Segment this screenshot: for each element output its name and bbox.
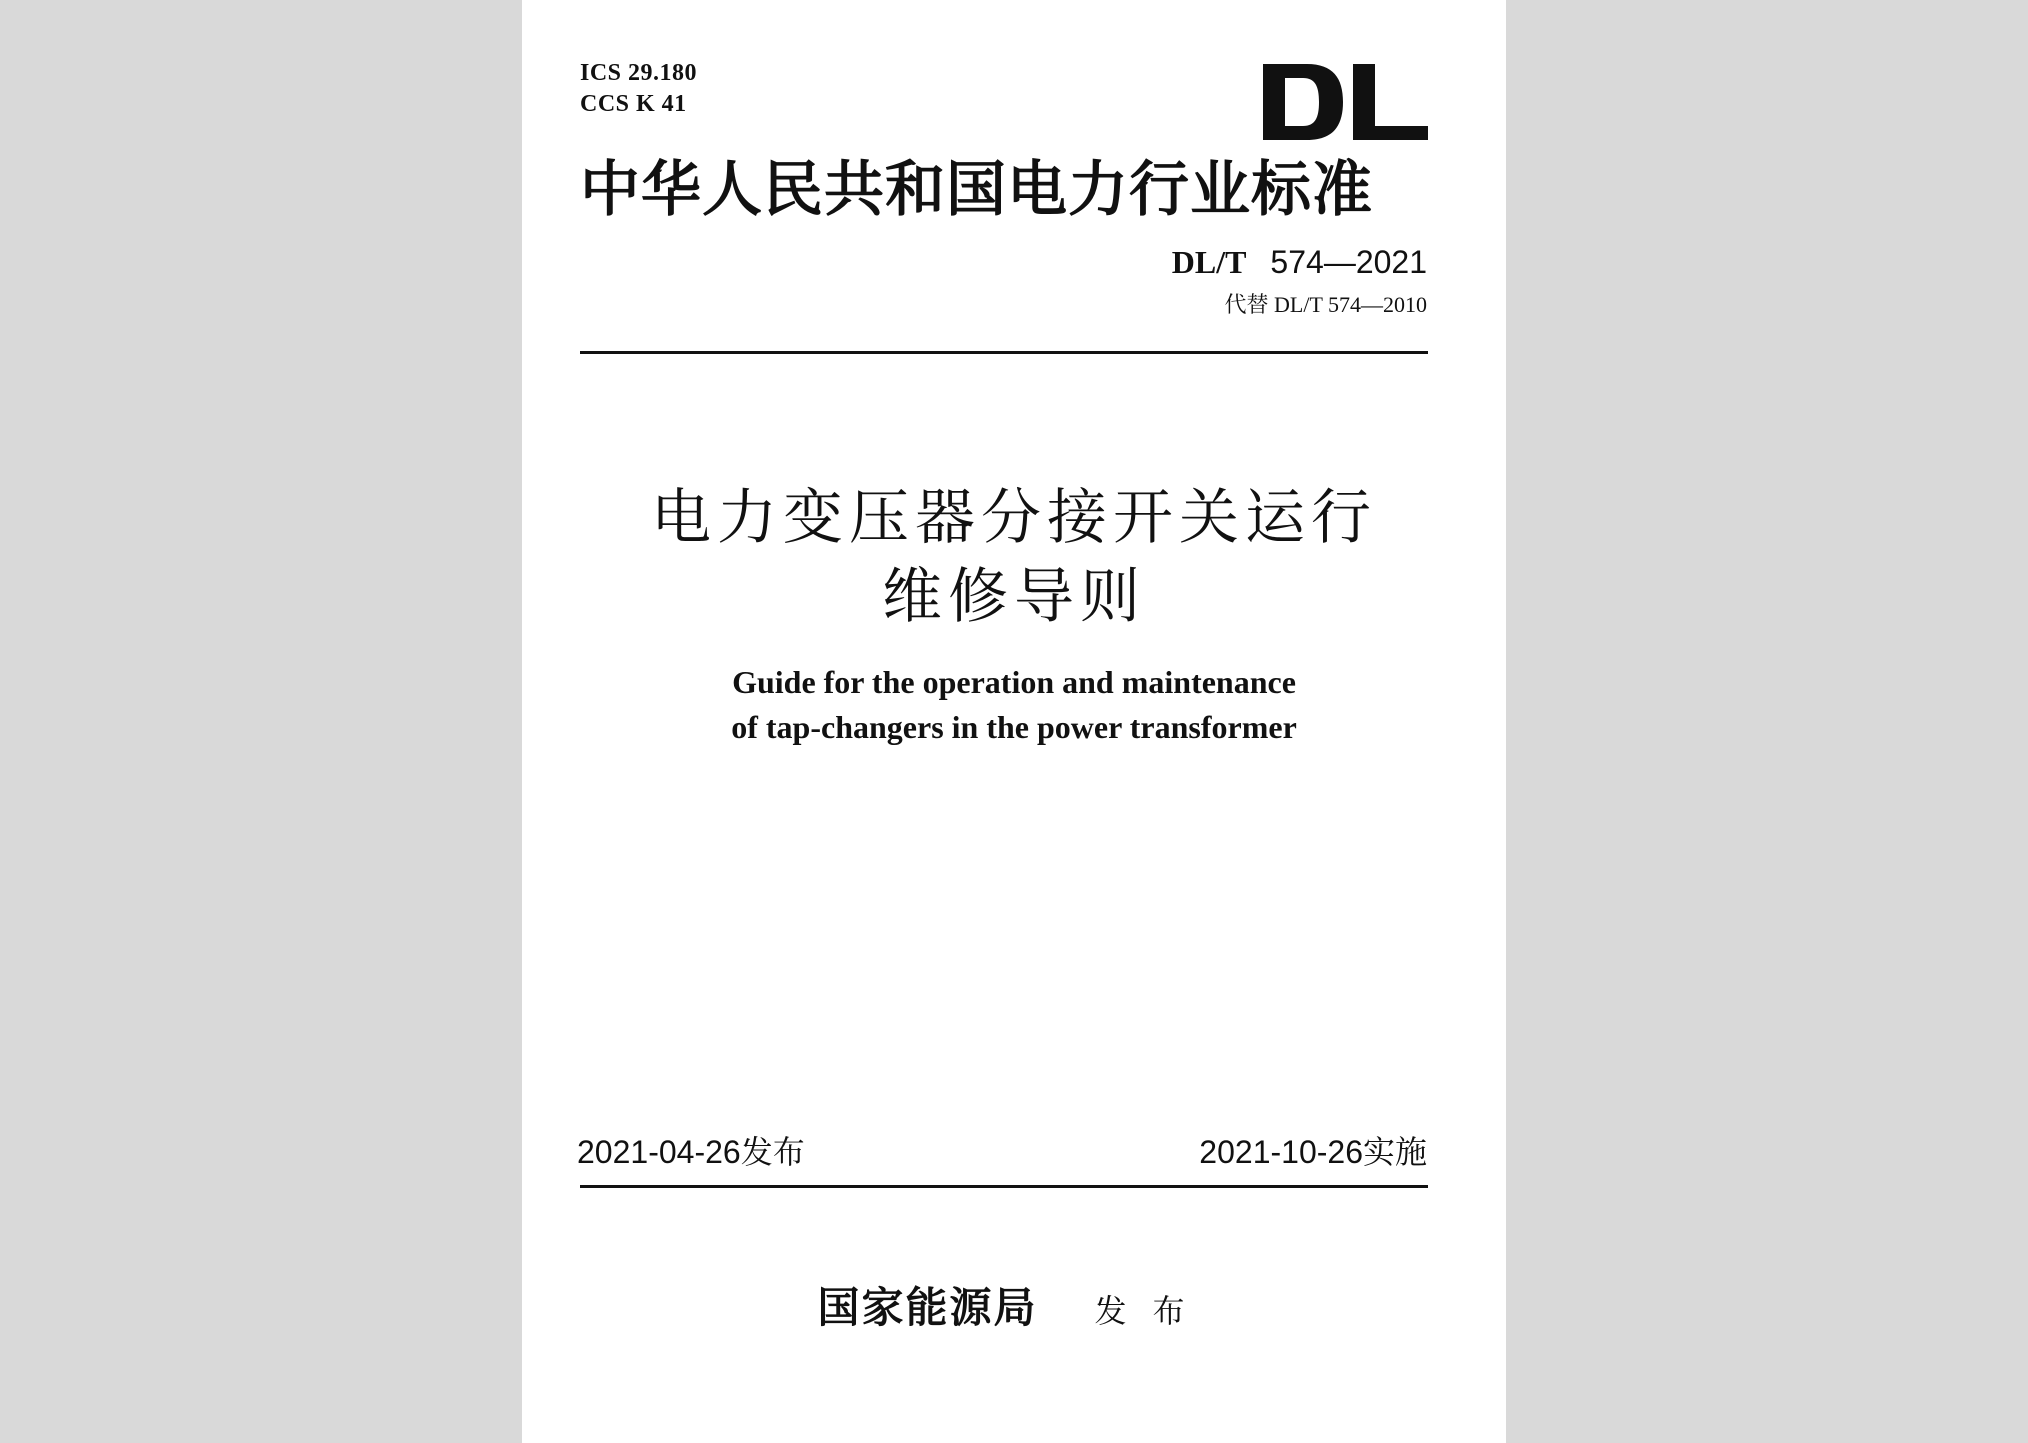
standard-number-value: 574—2021 bbox=[1270, 244, 1427, 280]
header-divider bbox=[580, 351, 1428, 354]
ccs-code: CCS K 41 bbox=[580, 91, 687, 117]
organization-title: 中华人民共和国电力行业标准 bbox=[580, 155, 1373, 225]
standard-prefix: DL/T bbox=[1171, 244, 1247, 280]
ics-code: ICS 29.180 bbox=[580, 60, 698, 86]
publish-action: 发布 bbox=[1094, 1292, 1211, 1330]
title-en-line2: of tap-changers in the power transformer bbox=[731, 709, 1297, 745]
replaces-standard: 代替 DL/T 574—2010 bbox=[1224, 292, 1427, 317]
implementation-date: 2021-10-26实施 bbox=[1199, 1134, 1427, 1170]
classification-codes bbox=[580, 58, 697, 120]
title-cn-line2: 维修导则 bbox=[882, 562, 1146, 632]
title-en-line1: Guide for the operation and maintenance bbox=[732, 664, 1296, 700]
dl-logo bbox=[1263, 64, 1428, 140]
standard-number bbox=[1172, 242, 1427, 282]
footer-divider bbox=[580, 1185, 1428, 1188]
title-cn-line1: 电力变压器分接开关运行 bbox=[651, 483, 1377, 553]
issue-date: 2021-04-26发布 bbox=[577, 1134, 805, 1170]
publisher-line bbox=[522, 1280, 1506, 1339]
publisher-name: 国家能源局 bbox=[817, 1283, 1038, 1332]
document-page bbox=[522, 0, 1506, 1443]
